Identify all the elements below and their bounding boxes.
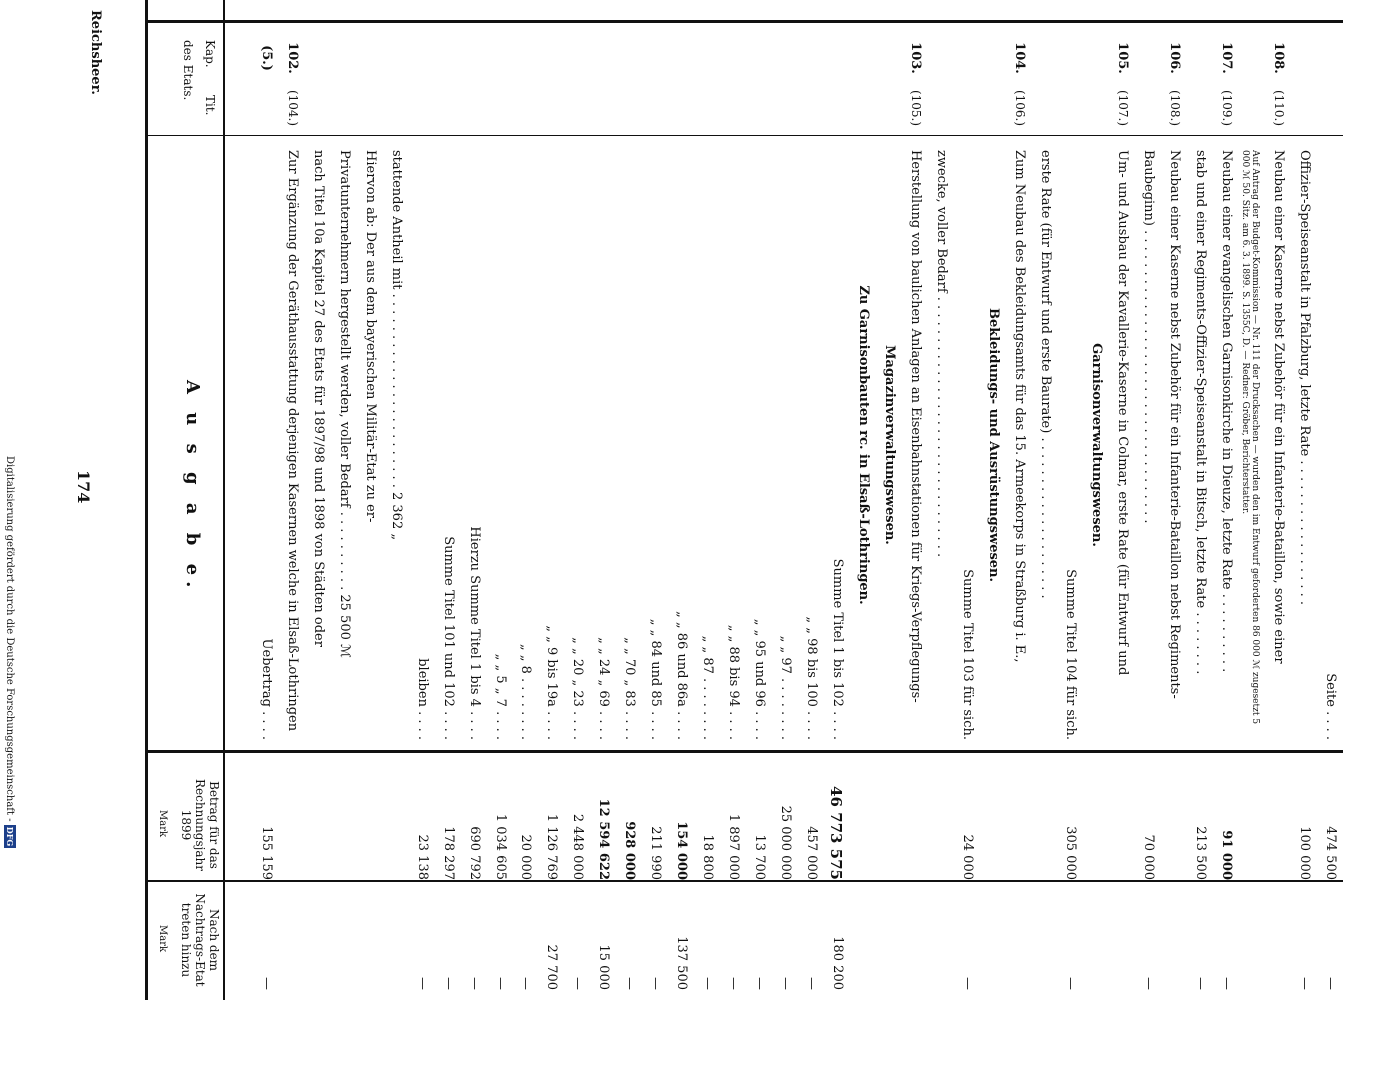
supplement-value: — bbox=[959, 977, 975, 990]
row-text: „ „ 20 „ 23 . . . . bbox=[570, 637, 586, 740]
amount-value: 474 500 bbox=[1323, 826, 1338, 880]
table-row bbox=[1005, 0, 1027, 1000]
kapitel-number: 103. bbox=[907, 42, 923, 74]
supplement-value: — bbox=[778, 977, 793, 990]
kapitel-number: 104. bbox=[1011, 42, 1027, 74]
amount-value: 457 000 bbox=[803, 826, 819, 880]
header-kap: Kap. bbox=[203, 40, 217, 68]
supplement-value: 27 700 bbox=[544, 944, 560, 990]
amount-value: 305 000 bbox=[1063, 826, 1079, 880]
table-row bbox=[460, 0, 482, 1000]
row-text: Neubau einer evangelischen Garnisonkirche in Dieuze, letzte Rate . . . . . . . . . . bbox=[1219, 150, 1235, 673]
supplement-value: — bbox=[466, 977, 482, 990]
supplement-value: — bbox=[1193, 977, 1209, 990]
table-row bbox=[356, 0, 378, 1000]
amount-value: 13 700 bbox=[752, 834, 768, 880]
running-head: Reichsheer. bbox=[88, 10, 103, 95]
supplement-value: — bbox=[1323, 977, 1338, 990]
kapitel-number: 102. bbox=[284, 42, 300, 74]
table-row bbox=[953, 0, 975, 1000]
row-text: Seite . . . . bbox=[1323, 673, 1338, 740]
table-row bbox=[408, 0, 430, 1000]
supplement-value: — bbox=[1219, 977, 1235, 990]
titel-number: (110.) bbox=[1272, 89, 1287, 127]
row-text: Summe Titel 103 für sich. bbox=[959, 569, 975, 740]
row-text: „ „ 70 „ 83 . . . . bbox=[622, 637, 638, 740]
amount-value: 20 000 bbox=[518, 834, 534, 880]
table-row bbox=[979, 0, 1001, 1000]
amount-value: 178 297 bbox=[440, 826, 456, 880]
row-text: Auf Antrag der Budget-Kommission — Nr. 111 der Drucksachen — wurden den im Entwurf geforderten 86 000 ℳ zugesetzt 5 000 ℳ 50. Sitz. am 6. 3. 1899. S. 1355C, D. — Redner: Gröber, Berichterstatter. bbox=[1240, 150, 1261, 725]
header-des-etats: des Etats. bbox=[181, 40, 195, 101]
row-text: „ „ 8 . . . . . . . . bbox=[518, 643, 534, 740]
table-row bbox=[252, 0, 274, 1000]
supplement-value: 180 200 bbox=[829, 936, 845, 990]
table-row bbox=[901, 0, 923, 1000]
table-row bbox=[797, 0, 819, 1000]
table-row bbox=[849, 0, 871, 1000]
row-text: Zur Ergänzung der Geräthausstattung derjenigen Kasernen welche in Elsaß-Lothringen bbox=[284, 150, 300, 732]
titel-number: (108.) bbox=[1168, 89, 1183, 127]
table-row bbox=[330, 0, 352, 1000]
row-text: Summe Titel 101 und 102 . . . . bbox=[440, 536, 456, 740]
supplement-value: — bbox=[414, 977, 430, 990]
amount-value: 211 990 bbox=[648, 826, 664, 880]
row-text: Hierzu Summe Titel 1 bis 4 . . . . bbox=[466, 526, 482, 740]
table-row bbox=[589, 0, 611, 1000]
row-text: „ „ 84 und 85 . . . . bbox=[648, 618, 664, 740]
row-text: bleiben . . . . bbox=[414, 658, 430, 740]
supplement-value: — bbox=[1141, 977, 1157, 990]
row-text: Offizier-Speiseanstalt in Pfalzburg, letzte Rate . . . . . . . . . . . . . . . . . . bbox=[1297, 150, 1313, 606]
header-supp-unit: Mark bbox=[157, 925, 168, 953]
row-text: stattende Antheil mit . . . . . . . . . . . . . . . . . . . . . . . . 2 362 „ bbox=[388, 150, 404, 541]
supplement-value: — bbox=[726, 977, 742, 990]
amount-value: 155 159 bbox=[258, 826, 274, 880]
table-row bbox=[1316, 0, 1338, 1000]
table-row bbox=[1160, 0, 1182, 1000]
header-tit: Tit. bbox=[203, 95, 217, 116]
supplement-value: — bbox=[700, 977, 716, 990]
amount-value: 23 138 bbox=[414, 834, 430, 880]
table-header bbox=[148, 0, 223, 1000]
header-supp-col: Nach dem Nachtrags-Etat treten hinzu bbox=[179, 893, 221, 987]
table-row bbox=[927, 0, 949, 1000]
amount-value: 928 000 bbox=[622, 821, 638, 880]
amount-value: 213 500 bbox=[1193, 826, 1209, 880]
table-row bbox=[1238, 0, 1260, 1000]
amount-value: 70 000 bbox=[1141, 834, 1157, 880]
supplement-value: — bbox=[622, 977, 638, 990]
amount-value: 1 897 000 bbox=[726, 813, 742, 880]
table-row bbox=[1134, 0, 1156, 1000]
row-text: Hiervon ab: Der aus dem bayerischen Militär-Etat zu er- bbox=[362, 150, 378, 523]
row-text: „ „ 24 „ 69 . . . . bbox=[596, 637, 612, 740]
header-amount-unit: Mark bbox=[157, 810, 168, 838]
row-text: erste Rate (für Entwurf und erste Baurate) . . . . . . . . . . . . . . . . . . . . bbox=[1037, 150, 1053, 599]
amount-value: 25 000 000 bbox=[778, 805, 793, 880]
supplement-value: — bbox=[492, 977, 508, 990]
dfg-logo-badge: DFG bbox=[5, 826, 15, 847]
row-text: Herstellung von baulichen Anlagen an Eisenbahnstationen für Kriegs-Verpflegungs- bbox=[907, 150, 923, 703]
table-row bbox=[511, 0, 533, 1000]
table-row bbox=[1082, 0, 1104, 1000]
column-rule bbox=[148, 20, 1343, 23]
table-row bbox=[745, 0, 767, 1000]
kapitel-number: 105. bbox=[1115, 42, 1131, 74]
row-text: nach Titel 10a Kapitel 27 des Etats für 1897/98 und 1898 von Städten oder bbox=[310, 150, 326, 647]
table-row bbox=[1264, 0, 1286, 1000]
supplement-value: — bbox=[752, 977, 768, 990]
table-row bbox=[1056, 0, 1078, 1000]
kapitel-number: 108. bbox=[1271, 42, 1287, 74]
amount-value: 1 126 769 bbox=[544, 813, 560, 880]
table-row bbox=[1108, 0, 1130, 1000]
row-text: „ „ 97 . . . . . . . . bbox=[778, 635, 793, 740]
table-row bbox=[641, 0, 663, 1000]
supplement-value: — bbox=[258, 977, 274, 990]
row-text: Magazinverwaltungswesen. bbox=[881, 345, 897, 545]
row-text: „ „ 5 „ 7 . . . . bbox=[492, 653, 508, 740]
kapitel-number: (5.) bbox=[258, 45, 274, 71]
row-text: Privatunternehmern hergestellt werden, voller Bedarf . . . . . . . . . . 25 500 ℳ bbox=[336, 150, 352, 658]
titel-number: (109.) bbox=[1220, 89, 1235, 127]
supplement-value: 137 500 bbox=[674, 936, 690, 990]
supplement-value: — bbox=[1297, 977, 1313, 990]
row-text: „ „ 95 und 96 . . . . bbox=[752, 618, 768, 740]
amount-value: 690 792 bbox=[466, 826, 482, 880]
table-row bbox=[278, 0, 300, 1000]
amount-value: 154 000 bbox=[674, 821, 690, 880]
titel-number: (106.) bbox=[1012, 89, 1027, 127]
header-amount-col: Betrag für das Rechnungsjahr 1899 bbox=[179, 779, 221, 871]
table-row bbox=[719, 0, 741, 1000]
amount-value: 1 034 605 bbox=[492, 813, 508, 880]
row-text: „ „ 9 bis 19a . . . . bbox=[544, 625, 560, 740]
row-text: Summe Titel 104 für sich. bbox=[1063, 569, 1079, 740]
supplement-value: — bbox=[1063, 977, 1079, 990]
row-text: Garnisonverwaltungswesen. bbox=[1089, 343, 1105, 547]
section-title: A u s g a b e. bbox=[182, 380, 203, 594]
row-text: „ „ 98 bis 100 . . . . bbox=[803, 616, 819, 740]
kapitel-number: 106. bbox=[1167, 42, 1183, 74]
row-text: Neubau einer Kaserne nebst Zubehör für ein Infanterie-Bataillon, sowie einer bbox=[1271, 150, 1287, 664]
row-text: Summe Titel 1 bis 102 . . . . bbox=[829, 558, 845, 740]
amount-value: 12 594 622 bbox=[596, 798, 612, 880]
amount-value: 46 773 575 bbox=[826, 786, 845, 880]
row-text: Baubeginn) . . . . . . . . . . . . . . . . . . . . . . . . . . . . . . . . . . . . bbox=[1141, 150, 1157, 524]
funding-note: Digitalisierung gefördert durch die Deutsche Forschungsgemeinschaft - bbox=[4, 456, 15, 822]
table-row bbox=[1186, 0, 1208, 1000]
table-row bbox=[1031, 0, 1053, 1000]
row-text: Zu Garnisonbauten rc. in Elsaß-Lothringen. bbox=[855, 285, 871, 605]
table-row bbox=[382, 0, 404, 1000]
row-text: Bekleidungs- und Ausrüstungswesen. bbox=[985, 307, 1001, 583]
supplement-value: 15 000 bbox=[596, 944, 612, 990]
amount-value: 24 000 bbox=[959, 834, 975, 880]
column-rule bbox=[148, 135, 1343, 136]
column-rule bbox=[148, 750, 1343, 753]
row-text: Uebertrag . . . . bbox=[258, 638, 274, 740]
titel-number: (104.) bbox=[285, 89, 300, 127]
table-row bbox=[823, 0, 845, 1000]
page-number: 174 bbox=[74, 470, 93, 504]
table-row bbox=[537, 0, 559, 1000]
table-row bbox=[1290, 0, 1312, 1000]
table-row bbox=[615, 0, 637, 1000]
amount-value: 91 000 bbox=[1219, 830, 1235, 880]
table-row bbox=[434, 0, 456, 1000]
supplement-value: — bbox=[440, 977, 456, 990]
supplement-value: — bbox=[648, 977, 664, 990]
supplement-value: — bbox=[518, 977, 534, 990]
supplement-value: — bbox=[570, 977, 586, 990]
table-row bbox=[1212, 0, 1234, 1000]
row-text: Zum Neubau des Bekleidungsamts für das 15. Armeekorps in Straßburg i. E., bbox=[1011, 150, 1027, 663]
titel-number: (105.) bbox=[908, 89, 923, 127]
table-row bbox=[771, 0, 793, 1000]
titel-number: (107.) bbox=[1116, 89, 1131, 127]
amount-value: 2 448 000 bbox=[570, 813, 586, 880]
row-text: „ „ 87 . . . . . . . . bbox=[700, 635, 716, 740]
kapitel-number: 107. bbox=[1219, 42, 1235, 74]
table-row bbox=[875, 0, 897, 1000]
supplement-value: — bbox=[803, 977, 819, 990]
row-text: Neubau einer Kaserne nebst Zubehör für ein Infanterie-Bataillon nebst Regiments- bbox=[1167, 150, 1183, 699]
header-rule bbox=[223, 0, 225, 1000]
table-row bbox=[693, 0, 715, 1000]
amount-value: 18 800 bbox=[700, 834, 716, 880]
row-text: „ „ 88 bis 94 . . . . bbox=[726, 624, 742, 740]
row-text: stab und einer Regiments-Offizier-Speiseanstalt in Bitsch, letzte Rate . . . . . . . . bbox=[1193, 150, 1209, 675]
table-row bbox=[667, 0, 689, 1000]
column-rule bbox=[148, 880, 1343, 882]
amount-value: 100 000 bbox=[1297, 826, 1313, 880]
row-text: zwecke, voller Bedarf . . . . . . . . . . . . . . . . . . . . . . . . . . . . . . . . bbox=[933, 150, 949, 558]
table-row bbox=[486, 0, 508, 1000]
table-row bbox=[563, 0, 585, 1000]
row-text: „ „ 86 und 86a . . . . bbox=[674, 611, 690, 740]
row-text: Um- und Ausbau der Kavallerie-Kaserne in Colmar, erste Rate (für Entwurf und bbox=[1115, 150, 1131, 676]
table-row bbox=[304, 0, 326, 1000]
